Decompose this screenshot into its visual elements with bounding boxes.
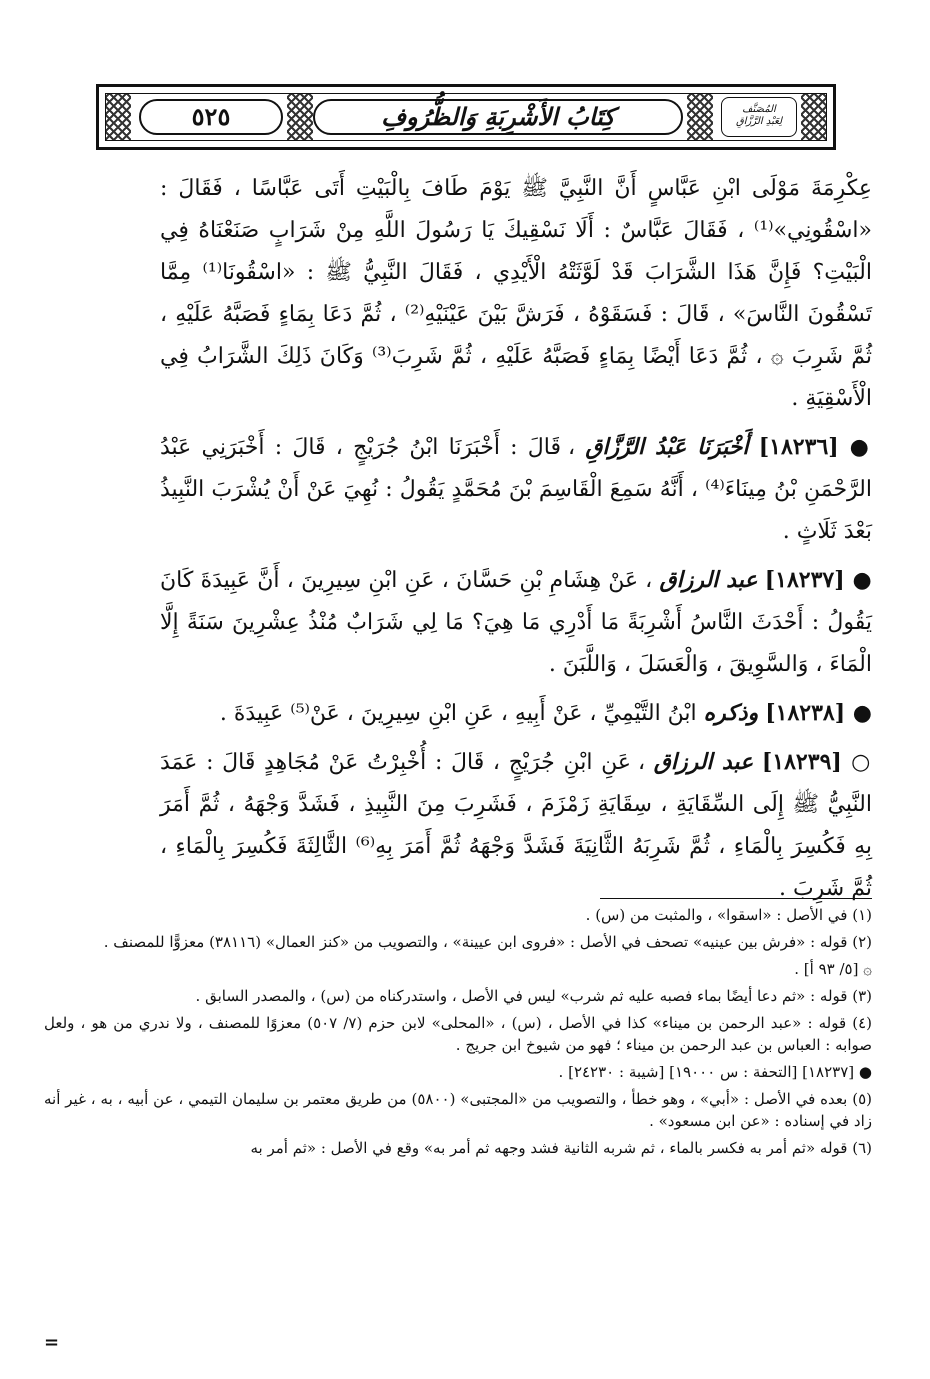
hadith-source: عبد الرزاق — [659, 567, 758, 593]
footnote-5: (٥) بعده في الأصل : «أبي» ، وهو خطأ ، والتصويب من «المجتبى» (٥٨٠٠) من طريق معتمر بن سليمان التيمي ، عن أبيه ، به ، غير أنه زاد في إسناده : «عن ابن مسعود» . — [44, 1090, 872, 1130]
page-number: ٥٢٥ — [139, 99, 283, 135]
seal-line-1: المُصَنَّف — [742, 104, 776, 115]
footnote-4: (٤) قوله : «عبد الرحمن بن ميناء» كذا في الأصل ، (س) ، «المحلى» لابن حزم (٧/ ٥٠٧) معزوًا للمصنف ، ولا ندري من هو ، ولعل صوابه : العباس بن عبد الرحمن بن ميناء ؛ فهو من شيوخ ابن جريج . — [44, 1014, 873, 1054]
footnote-1: (١) في الأصل : «اسقوا» ، والمثبت من (س) . — [585, 906, 872, 924]
ornament-left-outer — [105, 93, 131, 141]
hadith-18237 — [160, 559, 872, 686]
hadith-text: ، قَالَ : أَخْبَرَنَا ابْنُ جُرَيْجٍ ، قَالَ : أَخْبَرَنِي عَبْدُ الرَّحْمَنِ بْنُ مِينَاءَ⁽⁴⁾ ، أَنَّهُ سَمِعَ الْقَاسِمَ بْنَ مُحَمَّدٍ يَقُولُ : نُهِيَ عَنْ أَنْ يُشْرَبَ النَّبِيذُ بَعْدَ ثَلَاثٍ . — [160, 435, 872, 544]
main-text — [160, 168, 872, 914]
footnotes — [44, 904, 872, 1164]
book-seal-logo — [721, 97, 797, 137]
ornament-right-inner — [687, 93, 713, 141]
hadith-18236 — [160, 426, 872, 553]
hadith-continuation: عِكْرِمَةَ مَوْلَى ابْنِ عَبَّاسٍ أَنَّ النَّبِيَّ ﷺ يَوْمَ طَافَ بِالْبَيْتِ أَتَى عَبَّاسًا ، فَقَالَ : «اسْقُونِي»⁽¹⁾ ، فَقَالَ عَبَّاسٌ : أَلَا نَسْقِيكَ يَا رَسُولَ اللَّهِ مِنْ شَرَابٍ صَنَعْنَاهُ فِي الْبَيْتِ؟ فَإِنَّ هَذَا الشَّرَابَ قَدْ لَوَّثَتْهُ الْأَيْدِي ، فَقَالَ النَّبِيُّ ﷺ : «اسْقُونَا⁽¹⁾ مِمَّا تَسْقُونَ النَّاسَ» ، قَالَ : فَسَقَوْهُ ، فَرَشَّ بَيْنَ عَيْنَيْهِ⁽²⁾ ، ثُمَّ دَعَا بِمَاءٍ فَصَبَّهُ عَلَيْهِ ، ثُمَّ شَرِبَ ۞ ، ثُمَّ دَعَا أَيْضًا بِمَاءٍ فَصَبَّهُ عَلَيْهِ ، ثُمَّ شَرِبَ⁽³⁾ وَكَانَ ذَلِكَ الشَّرَابُ فِي الْأَسْقِيَةِ . — [160, 176, 872, 411]
hadith-text: ، عَنِ ابْنِ جُرَيْجٍ ، قَالَ : أُخْبِرْتُ عَنْ مُجَاهِدٍ قَالَ : عَمَدَ النَّبِيُّ ﷺ إِلَى السِّقَايَةِ ، سِقَايَةِ زَمْزَمَ ، فَشَرِبَ مِنَ النَّبِيذِ ، فَشَدَّ وَجْهَهُ ، ثُمَّ أَمَرَ بِهِ فَكُسِرَ بِالْمَاءِ ، ثُمَّ شَرِبَهُ الثَّانِيَةَ فَشَدَّ وَجْهَهُ ثُمَّ أَمَرَ بِهِ⁽⁶⁾ الثَّالِثَةَ فَكُسِرَ بِالْمَاءِ ، ثُمَّ شَرِبَ . — [160, 750, 873, 901]
page-header — [96, 84, 836, 150]
hadith-number: ○ [١٨٢٣٩] — [761, 749, 873, 775]
ornament-right-outer — [801, 93, 827, 141]
hadith-source: وذكره — [703, 700, 759, 726]
hadith-source: عبد الرزاق — [653, 749, 754, 775]
hadith-18239 — [160, 741, 872, 910]
footnote-6: (٦) قوله «ثم أمر به فكسر بالماء ، ثم شربه الثانية فشد وجهه ثم أمر به» وقع في الأصل : «ثم أمر به — [250, 1139, 872, 1157]
hadith-text: ابْنُ التَّيْمِيِّ ، عَنْ أَبِيهِ ، عَنِ ابْنِ سِيرِينَ ، عَنْ⁽⁵⁾ عَبِيدَةَ . — [219, 701, 697, 726]
seal-line-2: لِعَبْدِ الرَّزَّاقِ — [735, 116, 783, 127]
book-title: كِتَابُ الأَشْرِبَةِ وَالظُّرُوفِ — [313, 99, 683, 135]
takhrij-18237: ● [١٨٢٣٧] [التحفة : س ١٩٠٠٠] [شيبة : ٢٤٢٣٠] . — [558, 1063, 872, 1081]
hadith-number: ● [١٨٢٣٧] — [764, 567, 872, 593]
folio-marker: ۞ [٥/ ٩٣ أ] . — [794, 960, 872, 978]
ornament-left-inner — [287, 93, 313, 141]
footnote-separator — [600, 898, 872, 899]
hadith-18238 — [160, 692, 872, 735]
hadith-number: ● [١٨٢٣٦] — [758, 434, 872, 460]
footnote-2: (٢) قوله : «فرش بين عينيه» تصحف في الأصل : «فروى ابن عيينة» ، والتصويب من «كنز العمال» (٣٨١١٦) معزوًّا للمصنف . — [103, 933, 872, 951]
hadith-text: ، عَنْ هِشَامِ بْنِ حَسَّانَ ، عَنِ ابْنِ سِيرِينَ ، أَنَّ عَبِيدَةَ كَانَ يَقُولُ : أَحْدَثَ النَّاسُ أَشْرِبَةً مَا أَدْرِي مَا هِيَ؟ مَا لِي شَرَابٌ مُنْذُ عِشْرِينَ سَنَةً إِلَّا الْمَاءَ ، وَالسَّوِيقَ ، وَالْعَسَلَ ، وَاللَّبَنَ . — [160, 568, 872, 677]
hadith-source: أَخْبَرَنَا عَبْدُ الرَّزَّاقِ — [585, 434, 749, 460]
hadith-number: ● [١٨٢٣٨] — [765, 700, 872, 726]
footnote-3: (٣) قوله : «ثم دعا أيضًا بماء فصبه عليه ثم شرب» ليس في الأصل ، واستدركناه من (س) ، والمصدر السابق . — [195, 987, 872, 1005]
continuation-mark: = — [44, 1332, 60, 1353]
